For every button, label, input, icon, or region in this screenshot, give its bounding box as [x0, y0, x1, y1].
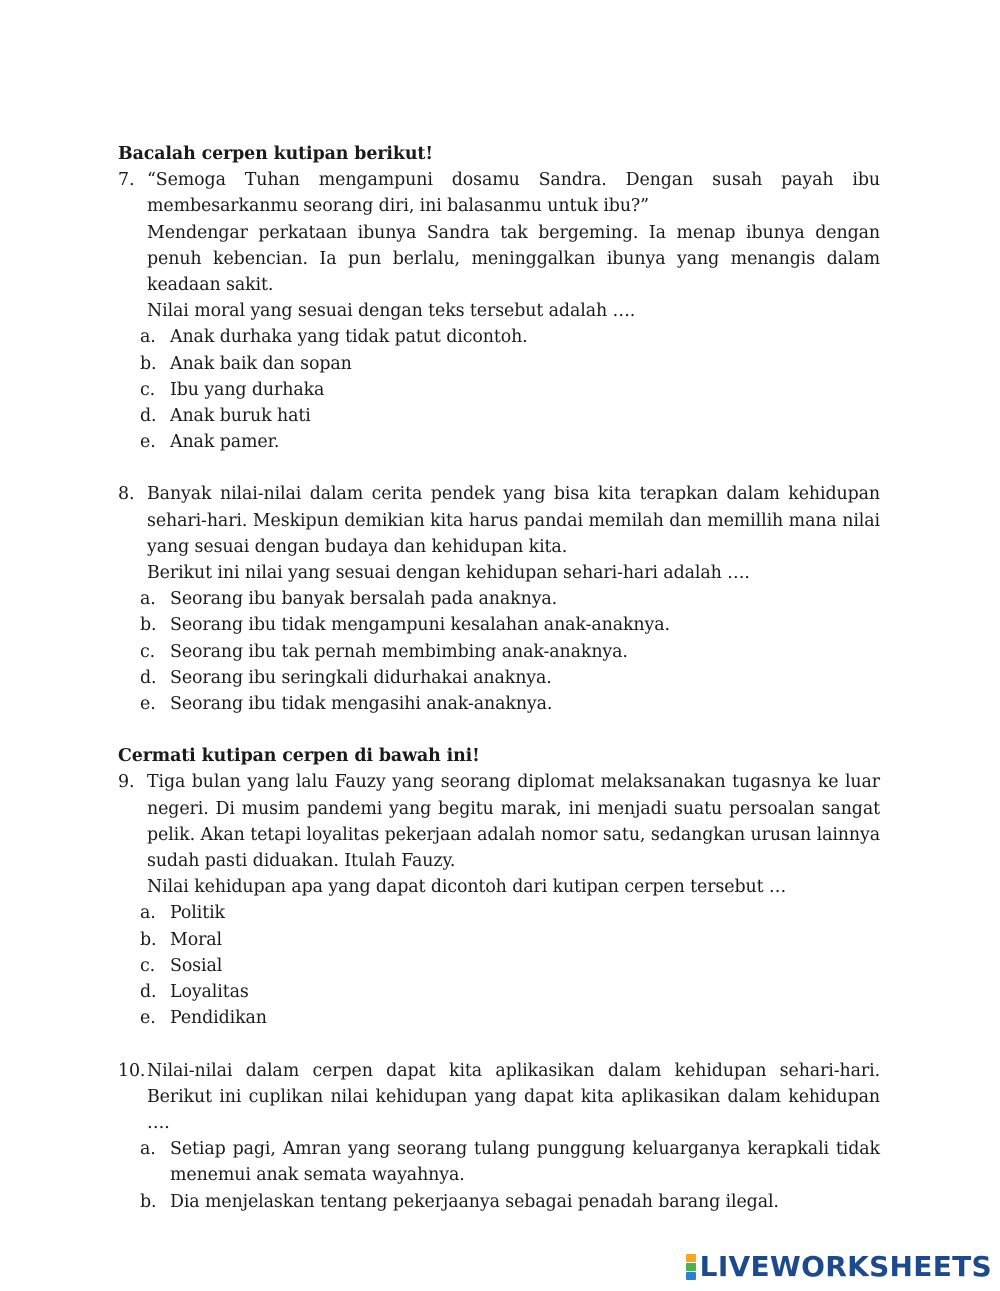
option-item[interactable] — [140, 1005, 880, 1031]
option-item[interactable] — [140, 586, 880, 612]
question-intro: Banyak nilai-nilai dalam cerita pendek yang bisa kita terapkan dalam kehidupan sehari-hari. Meskipun demikian kita harus pandai memilah dan memillih mana nilai yang sesuai dengan budaya dan kehidupan kita. — [147, 484, 880, 557]
option-item[interactable] — [140, 900, 880, 926]
option-item[interactable] — [140, 1136, 880, 1188]
option-item[interactable] — [140, 351, 880, 377]
option-letter: a. — [140, 589, 156, 610]
question-10 — [118, 1058, 880, 1137]
option-text: Seorang ibu banyak bersalah pada anaknya. — [170, 589, 558, 610]
option-text: Seorang ibu seringkali didurhakai anaknya. — [170, 667, 552, 688]
option-item[interactable] — [140, 403, 880, 429]
option-letter: b. — [140, 353, 157, 374]
option-text: Seorang ibu tidak mengasihi anak-anaknya. — [170, 694, 553, 715]
options-list-8 — [118, 586, 880, 717]
option-item[interactable] — [140, 1189, 880, 1215]
option-text: Anak buruk hati — [170, 406, 311, 427]
option-text: Seorang ibu tak pernah membimbing anak-anaknya. — [170, 641, 628, 662]
option-item[interactable] — [140, 429, 880, 455]
option-letter: e. — [140, 1008, 156, 1029]
question-narration: Mendengar perkataan ibunya Sandra tak bergeming. Ia menap ibunya dengan penuh kebencian. Ia pun berlalu, meninggalkan ibunya yang menangis dalam keadaan sakit. — [147, 222, 880, 296]
option-text: Sosial — [170, 955, 223, 976]
question-7 — [118, 167, 880, 324]
option-text: Anak pamer. — [170, 432, 280, 453]
section-heading-2: Cermati kutipan cerpen di bawah ini! — [118, 746, 480, 767]
option-item[interactable] — [140, 639, 880, 665]
option-text: Anak baik dan sopan — [170, 353, 352, 374]
option-text: Setiap pagi, Amran yang seorang tulang punggung keluarganya kerapkali tidak menemui anak semata wayahnya. — [170, 1139, 880, 1186]
option-item[interactable] — [140, 612, 880, 638]
question-number: 7. — [118, 170, 135, 191]
question-prompt: Nilai kehidupan apa yang dapat dicontoh dari kutipan cerpen tersebut … — [147, 877, 787, 898]
option-text: Pendidikan — [170, 1008, 267, 1029]
option-text: Loyalitas — [170, 982, 249, 1003]
option-item[interactable] — [140, 691, 880, 717]
option-letter: d. — [140, 667, 157, 688]
option-letter: a. — [140, 327, 156, 348]
logo-block-l — [686, 1254, 696, 1262]
question-prompt: Berikut ini nilai yang sesuai dengan kehidupan sehari-hari adalah …. — [147, 563, 750, 584]
option-letter: b. — [140, 1191, 157, 1212]
option-text: Dia menjelaskan tentang pekerjaanya sebagai penadah barang ilegal. — [170, 1191, 779, 1212]
option-item[interactable] — [140, 979, 880, 1005]
option-letter: c. — [140, 379, 156, 400]
option-letter: d. — [140, 406, 157, 427]
option-text: Politik — [170, 903, 225, 924]
options-list-10 — [118, 1136, 880, 1215]
option-item[interactable] — [140, 665, 880, 691]
question-intro: Nilai-nilai dalam cerpen dapat kita aplikasikan dalam kehidupan sehari-hari. Berikut ini cuplikan nilai kehidupan yang dapat kita aplikasikan dalam kehidupan …. — [147, 1060, 880, 1133]
liveworksheets-logo — [686, 1250, 992, 1283]
option-item[interactable] — [140, 953, 880, 979]
question-number: 10. — [118, 1060, 146, 1081]
options-list-7 — [118, 324, 880, 455]
option-letter: d. — [140, 982, 157, 1003]
option-letter: a. — [140, 903, 156, 924]
option-letter: a. — [140, 1139, 156, 1160]
option-text: Ibu yang durhaka — [170, 379, 325, 400]
logo-block-w — [686, 1263, 696, 1271]
question-quote: “Semoga Tuhan mengampuni dosamu Sandra. Dengan susah payah ibu membesarkanmu seorang diri, ini balasanmu untuk ibu?” — [147, 170, 880, 217]
option-letter: b. — [140, 929, 157, 950]
options-list-9 — [118, 900, 880, 1031]
option-letter: b. — [140, 615, 157, 636]
section-heading-1: Bacalah cerpen kutipan berikut! — [118, 144, 433, 164]
option-item[interactable] — [140, 324, 880, 350]
logo-block-s — [686, 1272, 696, 1280]
option-text: Seorang ibu tidak mengampuni kesalahan anak-anaknya. — [170, 615, 670, 636]
logo-text: LIVEWORKSHEETS — [699, 1250, 992, 1283]
question-number: 9. — [118, 772, 135, 793]
option-item[interactable] — [140, 377, 880, 403]
option-letter: c. — [140, 641, 156, 662]
option-item[interactable] — [140, 927, 880, 953]
option-letter: c. — [140, 955, 156, 976]
option-text: Anak durhaka yang tidak patut dicontoh. — [170, 327, 528, 348]
option-text: Moral — [170, 929, 223, 950]
question-prompt: Nilai moral yang sesuai dengan teks tersebut adalah …. — [147, 301, 636, 322]
question-8 — [118, 481, 880, 586]
question-9 — [118, 769, 880, 900]
question-passage: Tiga bulan yang lalu Fauzy yang seorang diplomat melaksanakan tugasnya ke luar negeri. Di musim pandemi yang begitu marak, ini menjadi suatu persoalan sangat pelik. Akan tetapi loyalitas pekerjaan adalah nomor satu, sedangkan urusan lainnya sudah pasti diduakan. Itulah Fauzy. — [147, 772, 880, 872]
logo-blocks-icon — [686, 1254, 696, 1280]
worksheet-page — [118, 141, 880, 1215]
question-number: 8. — [118, 484, 135, 505]
option-letter: e. — [140, 432, 156, 453]
option-letter: e. — [140, 694, 156, 715]
